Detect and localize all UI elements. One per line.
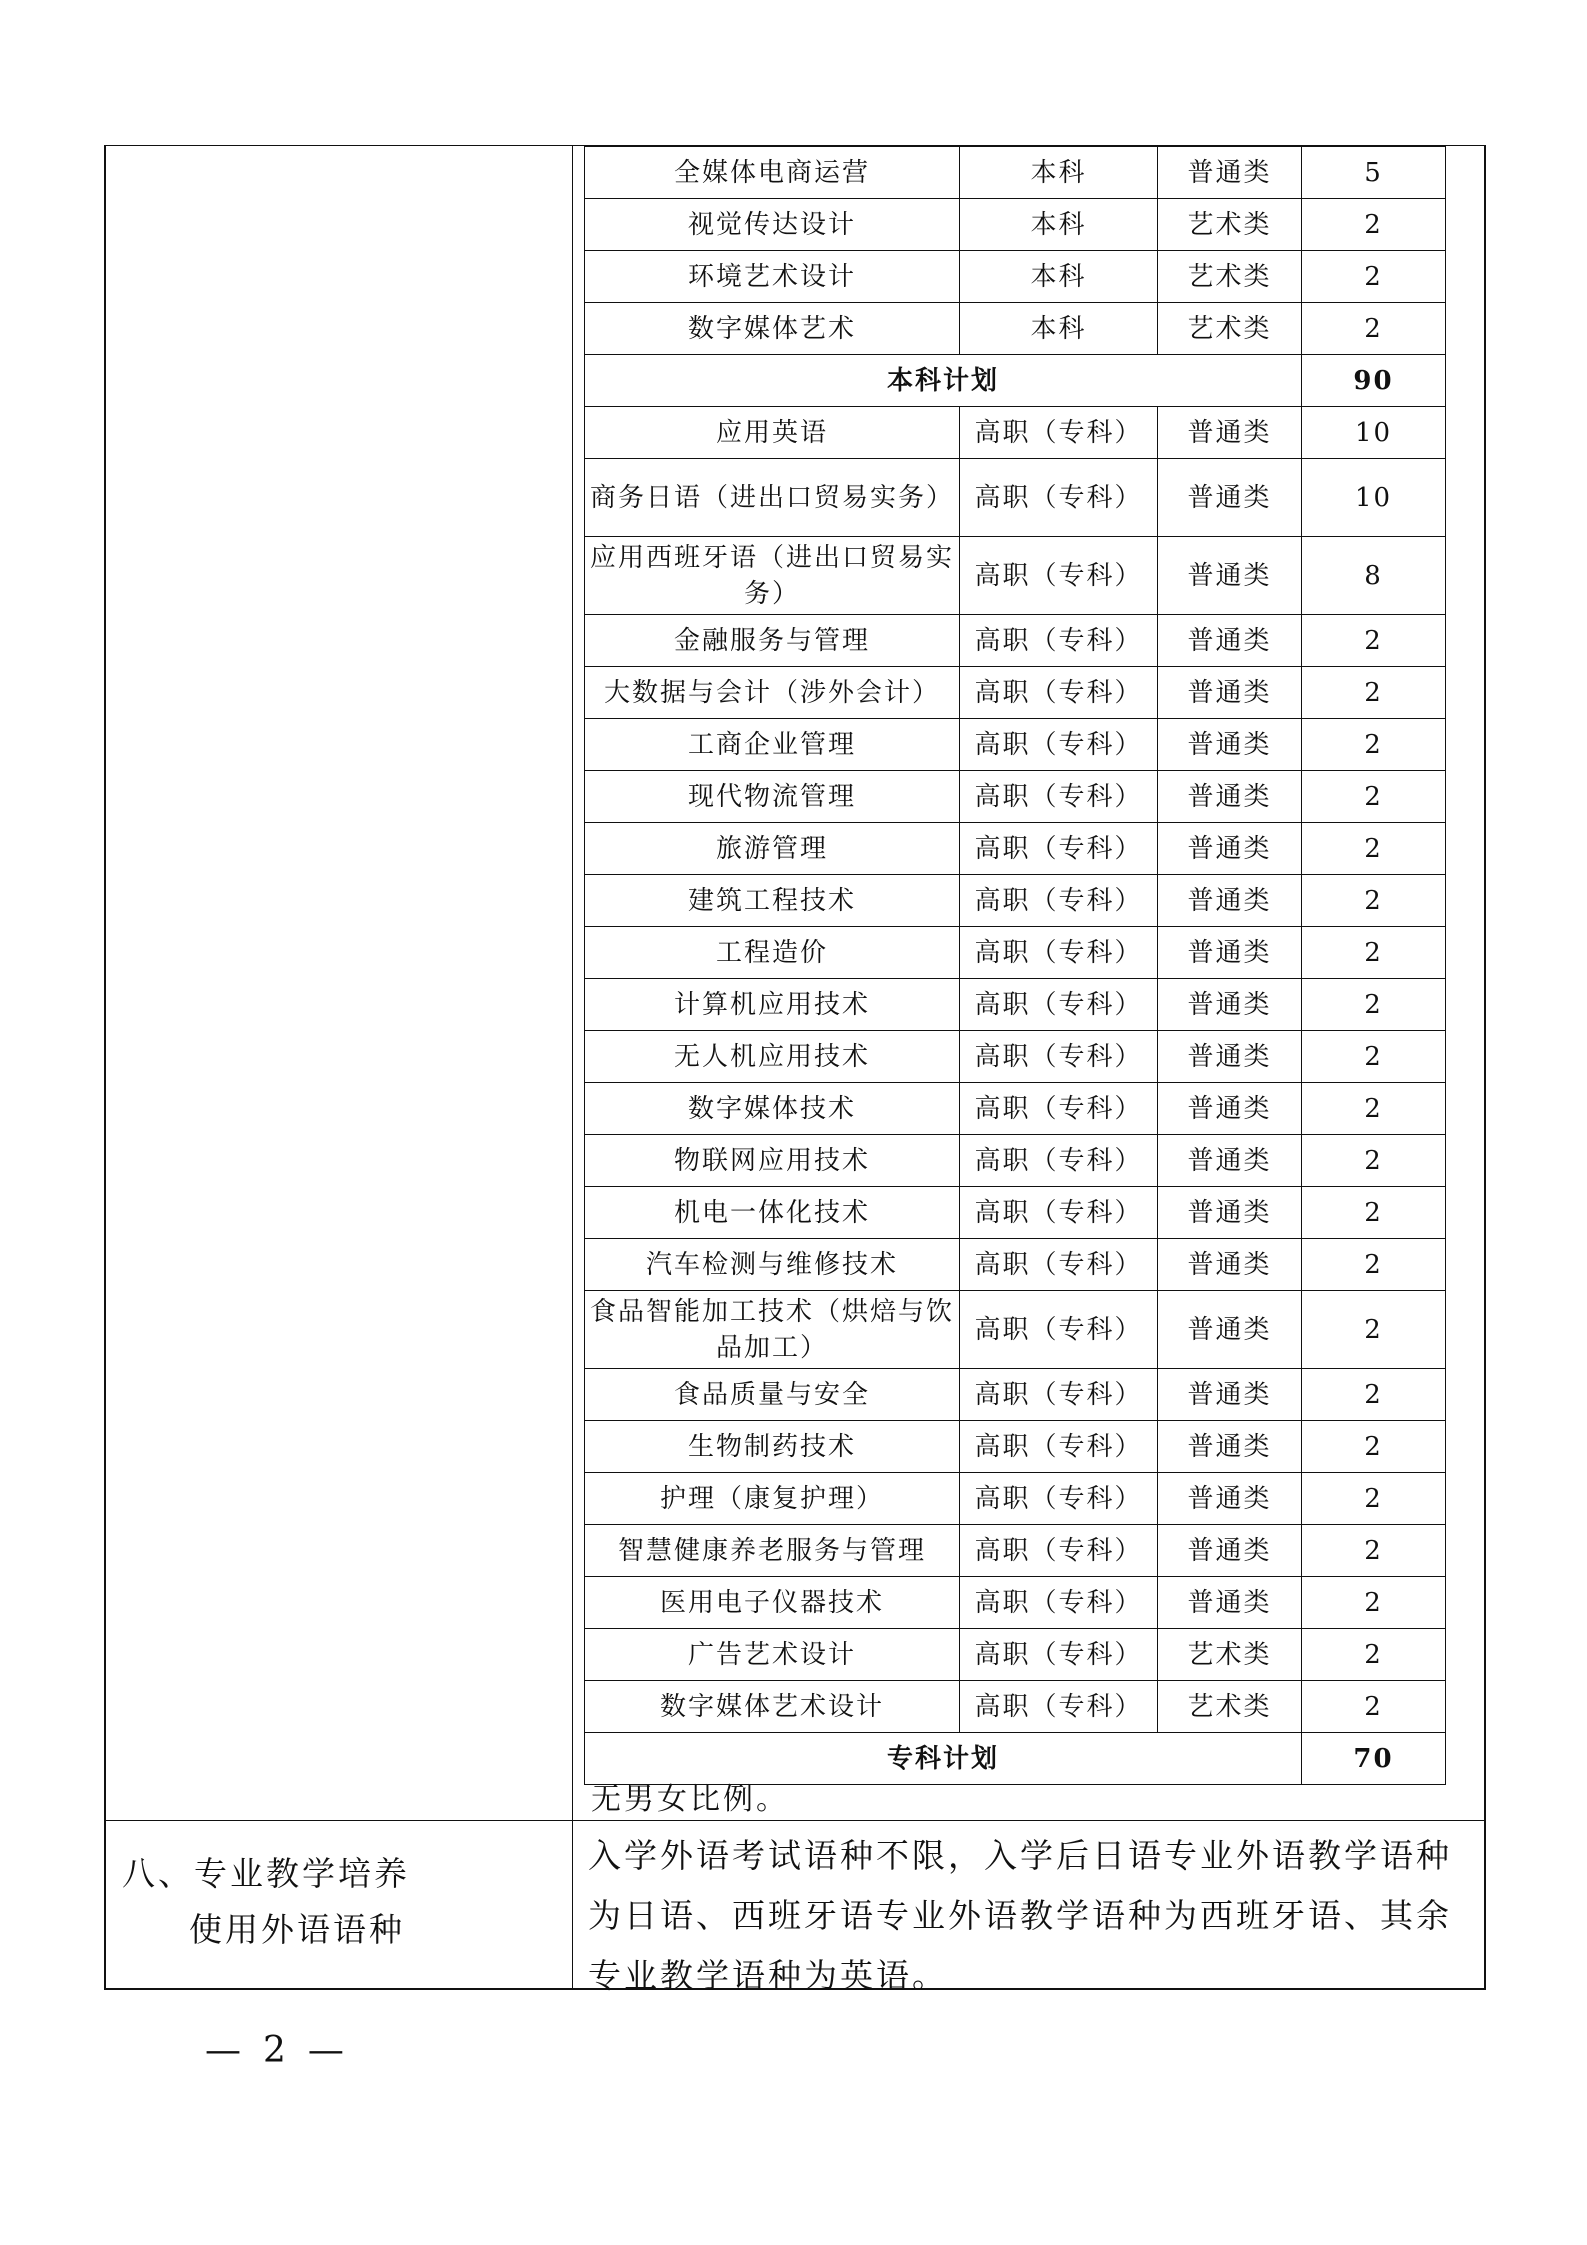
column-divider [572,146,573,1988]
category-cell: 普通类 [1158,1473,1302,1525]
level-cell: 高职（专科） [960,615,1158,667]
vocational-total-value: 70 [1302,1733,1446,1785]
count-cell: 2 [1302,1629,1446,1681]
category-cell: 普通类 [1158,875,1302,927]
category-cell: 普通类 [1158,927,1302,979]
table-row [585,303,1446,355]
section8-content: 入学外语考试语种不限，入学后日语专业外语教学语种为日语、西班牙语专业外语教学语种为西班牙语、其余专业教学语种为英语。 [588,1836,1452,1995]
table-row [585,1473,1446,1525]
level-cell: 高职（专科） [960,1525,1158,1577]
table-row [585,147,1446,199]
level-cell: 高职（专科） [960,1239,1158,1291]
category-cell: 普通类 [1158,459,1302,537]
level-cell: 本科 [960,199,1158,251]
category-cell: 普通类 [1158,1187,1302,1239]
major-cell: 无人机应用技术 [585,1031,960,1083]
level-cell: 本科 [960,147,1158,199]
table-row [585,927,1446,979]
category-cell: 普通类 [1158,1525,1302,1577]
major-cell: 工商企业管理 [585,719,960,771]
form-table [104,145,1486,1995]
vocational-total-label: 专科计划 [585,1733,1302,1785]
count-cell: 8 [1302,537,1446,615]
count-cell: 5 [1302,147,1446,199]
major-cell: 大数据与会计（涉外会计） [585,667,960,719]
level-cell: 高职（专科） [960,927,1158,979]
table-row [585,1031,1446,1083]
count-cell: 2 [1302,667,1446,719]
count-cell: 2 [1302,1187,1446,1239]
major-cell: 商务日语（进出口贸易实务） [585,459,960,537]
category-cell: 普通类 [1158,823,1302,875]
table-row [585,1629,1446,1681]
level-cell: 高职（专科） [960,459,1158,537]
level-cell: 高职（专科） [960,1629,1158,1681]
category-cell: 艺术类 [1158,303,1302,355]
major-cell: 应用西班牙语（进出口贸易实务） [585,537,960,615]
major-cell: 护理（康复护理） [585,1473,960,1525]
undergrad-total-value: 90 [1302,355,1446,407]
section8-label-line2: 使用外语语种 [189,1910,405,1949]
major-cell: 全媒体电商运营 [585,147,960,199]
table-row [585,1421,1446,1473]
count-cell: 2 [1302,875,1446,927]
level-cell: 本科 [960,251,1158,303]
table-row [585,667,1446,719]
major-cell: 广告艺术设计 [585,1629,960,1681]
count-cell: 2 [1302,1421,1446,1473]
count-cell: 2 [1302,199,1446,251]
major-cell: 医用电子仪器技术 [585,1577,960,1629]
major-cell: 工程造价 [585,927,960,979]
count-cell: 2 [1302,1525,1446,1577]
major-cell: 旅游管理 [585,823,960,875]
major-cell: 金融服务与管理 [585,615,960,667]
major-cell: 生物制药技术 [585,1421,960,1473]
count-cell: 2 [1302,823,1446,875]
table-row [585,615,1446,667]
table-row [585,823,1446,875]
category-cell: 艺术类 [1158,1681,1302,1733]
major-cell: 智慧健康养老服务与管理 [585,1525,960,1577]
level-cell: 高职（专科） [960,1031,1158,1083]
count-cell: 2 [1302,1291,1446,1369]
level-cell: 高职（专科） [960,1083,1158,1135]
table-row [585,771,1446,823]
table-row [585,1291,1446,1369]
category-cell: 普通类 [1158,1291,1302,1369]
table-row [585,1681,1446,1733]
level-cell: 高职（专科） [960,1135,1158,1187]
enrollment-plan-table [584,146,1446,1785]
count-cell: 2 [1302,1577,1446,1629]
section8-label [106,1846,572,1958]
category-cell: 普通类 [1158,1135,1302,1187]
count-cell: 2 [1302,1239,1446,1291]
count-cell: 2 [1302,719,1446,771]
level-cell: 高职（专科） [960,1369,1158,1421]
major-cell: 汽车检测与维修技术 [585,1239,960,1291]
table-row [585,251,1446,303]
major-cell: 机电一体化技术 [585,1187,960,1239]
level-cell: 高职（专科） [960,1421,1158,1473]
category-cell: 普通类 [1158,1421,1302,1473]
category-cell: 普通类 [1158,979,1302,1031]
table-row [585,1239,1446,1291]
count-cell: 2 [1302,1031,1446,1083]
major-cell: 计算机应用技术 [585,979,960,1031]
table-row [585,199,1446,251]
table-row [585,1369,1446,1421]
category-cell: 普通类 [1158,771,1302,823]
count-cell: 10 [1302,459,1446,537]
undergrad-total-row [585,355,1446,407]
count-cell: 2 [1302,615,1446,667]
level-cell: 本科 [960,303,1158,355]
major-cell: 应用英语 [585,407,960,459]
count-cell: 2 [1302,1369,1446,1421]
table-row [585,407,1446,459]
count-cell: 2 [1302,1083,1446,1135]
count-cell: 2 [1302,303,1446,355]
table-row [585,1577,1446,1629]
category-cell: 艺术类 [1158,1629,1302,1681]
count-cell: 2 [1302,251,1446,303]
table-row [585,459,1446,537]
count-cell: 2 [1302,927,1446,979]
category-cell: 普通类 [1158,1083,1302,1135]
section-divider [106,1820,1484,1821]
category-cell: 普通类 [1158,667,1302,719]
level-cell: 高职（专科） [960,719,1158,771]
category-cell: 普通类 [1158,1239,1302,1291]
level-cell: 高职（专科） [960,1681,1158,1733]
major-cell: 物联网应用技术 [585,1135,960,1187]
level-cell: 高职（专科） [960,1291,1158,1369]
level-cell: 高职（专科） [960,979,1158,1031]
level-cell: 高职（专科） [960,1473,1158,1525]
category-cell: 普通类 [1158,1031,1302,1083]
category-cell: 普通类 [1158,1369,1302,1421]
count-cell: 2 [1302,1681,1446,1733]
page-number: —2— [205,2030,366,2071]
count-cell: 2 [1302,1473,1446,1525]
table-row [585,1525,1446,1577]
category-cell: 艺术类 [1158,199,1302,251]
level-cell: 高职（专科） [960,407,1158,459]
table-row [585,719,1446,771]
section8-label-line1: 八、专业教学培养 [122,1854,410,1893]
count-cell: 2 [1302,979,1446,1031]
level-cell: 高职（专科） [960,823,1158,875]
level-cell: 高职（专科） [960,537,1158,615]
major-cell: 环境艺术设计 [585,251,960,303]
level-cell: 高职（专科） [960,667,1158,719]
category-cell: 普通类 [1158,719,1302,771]
category-cell: 普通类 [1158,1577,1302,1629]
category-cell: 普通类 [1158,147,1302,199]
table-row [585,979,1446,1031]
count-cell: 2 [1302,771,1446,823]
level-cell: 高职（专科） [960,875,1158,927]
major-cell: 建筑工程技术 [585,875,960,927]
category-cell: 普通类 [1158,615,1302,667]
major-cell: 食品智能加工技术（烘焙与饮品加工） [585,1291,960,1369]
major-cell: 视觉传达设计 [585,199,960,251]
major-cell: 食品质量与安全 [585,1369,960,1421]
level-cell: 高职（专科） [960,1187,1158,1239]
category-cell: 普通类 [1158,407,1302,459]
category-cell: 艺术类 [1158,251,1302,303]
major-cell: 数字媒体艺术 [585,303,960,355]
table-row [585,1083,1446,1135]
undergrad-total-label: 本科计划 [585,355,1302,407]
count-cell: 2 [1302,1135,1446,1187]
table-row [585,537,1446,615]
table-row [585,875,1446,927]
category-cell: 普通类 [1158,537,1302,615]
table-row [585,1187,1446,1239]
level-cell: 高职（专科） [960,1577,1158,1629]
table-row [585,1135,1446,1187]
major-cell: 现代物流管理 [585,771,960,823]
major-cell: 数字媒体艺术设计 [585,1681,960,1733]
count-cell: 10 [1302,407,1446,459]
major-cell: 数字媒体技术 [585,1083,960,1135]
gender-ratio-note: 无男女比例。 [591,1782,789,1817]
level-cell: 高职（专科） [960,771,1158,823]
